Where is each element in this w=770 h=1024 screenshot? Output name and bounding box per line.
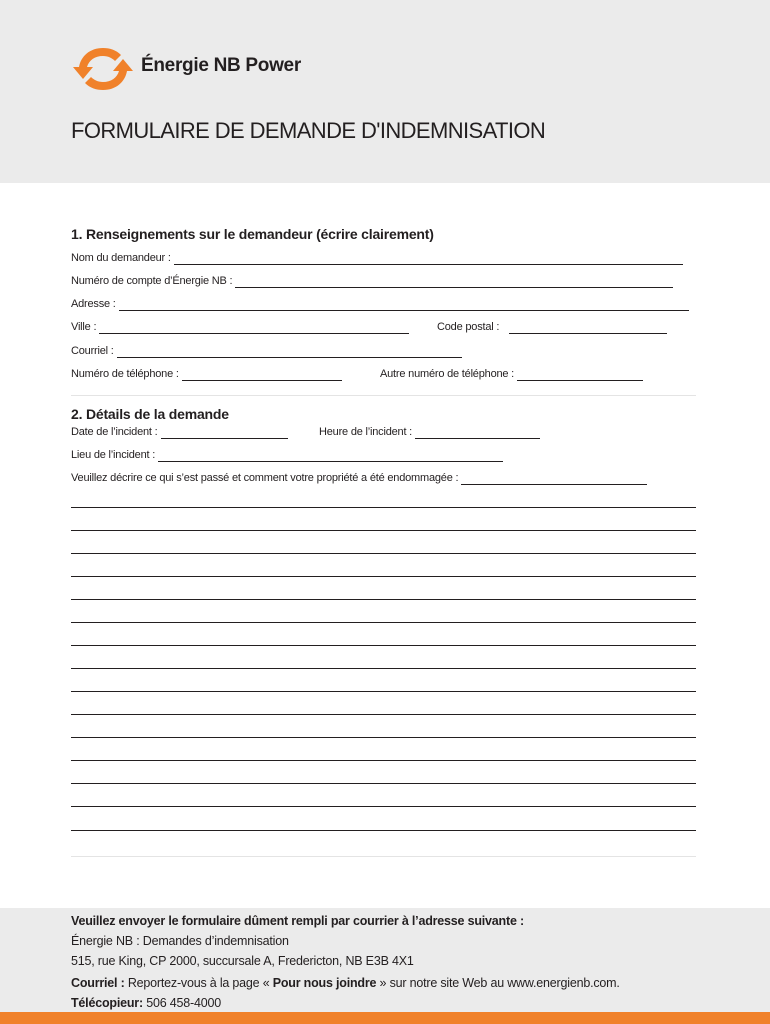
field-autre-telephone[interactable] bbox=[380, 367, 643, 381]
page-title: FORMULAIRE DE DEMANDE D'INDEMNISATION bbox=[71, 118, 546, 143]
section2-title: 2. Détails de la demande bbox=[71, 406, 229, 422]
description-line[interactable] bbox=[71, 691, 696, 692]
field-adresse[interactable] bbox=[71, 297, 689, 311]
description-line[interactable] bbox=[71, 737, 696, 738]
field-date-label: Date de l’incident : bbox=[71, 426, 158, 438]
field-adresse-label: Adresse : bbox=[71, 298, 116, 310]
description-line[interactable] bbox=[71, 530, 696, 531]
field-telephone-label: Numéro de téléphone : bbox=[71, 368, 179, 380]
field-code-postal[interactable] bbox=[437, 320, 667, 334]
field-courriel[interactable] bbox=[71, 344, 462, 358]
description-line[interactable] bbox=[71, 806, 696, 807]
description-line[interactable] bbox=[71, 830, 696, 831]
description-line[interactable] bbox=[71, 507, 696, 508]
footer-courriel-label: Courriel : bbox=[71, 976, 125, 990]
field-nom-label: Nom du demandeur : bbox=[71, 252, 171, 264]
description-line[interactable] bbox=[71, 576, 696, 577]
footer-address-line2: 515, rue King, CP 2000, succursale A, Fredericton, NB E3B 4X1 bbox=[71, 954, 414, 968]
brand-name: Énergie NB Power bbox=[141, 55, 301, 76]
footer-fax-value: 506 458-4000 bbox=[142, 996, 221, 1010]
energie-nb-logo-icon bbox=[72, 45, 134, 93]
footer-instruction: Veuillez envoyer le formulaire dûment rempli par courrier à l’adresse suivante : bbox=[71, 914, 524, 928]
field-lieu-line[interactable] bbox=[158, 452, 503, 462]
footer-courriel-text2: » sur notre site Web au www.energienb.com. bbox=[376, 976, 620, 990]
section-divider bbox=[71, 856, 696, 857]
description-line[interactable] bbox=[71, 668, 696, 669]
description-line[interactable] bbox=[71, 645, 696, 646]
field-heure-line[interactable] bbox=[415, 429, 540, 439]
field-adresse-line[interactable] bbox=[119, 301, 689, 311]
field-compte-line[interactable] bbox=[235, 278, 673, 288]
field-compte-label: Numéro de compte d’Énergie NB : bbox=[71, 275, 233, 287]
footer-contact-link[interactable]: Pour nous joindre bbox=[272, 976, 377, 990]
field-telephone-line[interactable] bbox=[182, 371, 342, 381]
field-ville-line[interactable] bbox=[99, 324, 409, 334]
field-heure-label: Heure de l’incident : bbox=[319, 426, 413, 438]
field-courriel-label: Courriel : bbox=[71, 345, 114, 357]
description-line[interactable] bbox=[71, 599, 696, 600]
field-date[interactable] bbox=[71, 425, 288, 439]
description-line[interactable] bbox=[71, 760, 696, 761]
footer-fax bbox=[71, 996, 221, 1010]
section1-title: 1. Renseignements sur le demandeur (écrire clairement) bbox=[71, 226, 434, 242]
footer-courriel bbox=[71, 976, 620, 990]
field-ville[interactable] bbox=[71, 320, 409, 334]
field-description[interactable] bbox=[71, 471, 647, 485]
description-line[interactable] bbox=[71, 783, 696, 784]
field-description-line[interactable] bbox=[461, 475, 647, 485]
field-telephone[interactable] bbox=[71, 367, 342, 381]
field-code-postal-line[interactable] bbox=[509, 324, 667, 334]
field-date-line[interactable] bbox=[161, 429, 288, 439]
field-description-label: Veuillez décrire ce qui s’est passé et comment votre propriété a été endommagée : bbox=[71, 472, 459, 484]
footer-courriel-text1: Reportez-vous à la page « bbox=[124, 976, 273, 990]
field-heure[interactable] bbox=[319, 425, 540, 439]
field-compte[interactable] bbox=[71, 274, 673, 288]
description-line[interactable] bbox=[71, 714, 696, 715]
description-line[interactable] bbox=[71, 622, 696, 623]
field-lieu[interactable] bbox=[71, 448, 503, 462]
footer-address-line1: Énergie NB : Demandes d’indemnisation bbox=[71, 934, 289, 948]
footer-fax-label: Télécopieur: bbox=[71, 996, 143, 1010]
field-courriel-line[interactable] bbox=[117, 348, 462, 358]
field-ville-label: Ville : bbox=[71, 321, 97, 333]
field-code-postal-label: Code postal : bbox=[437, 321, 500, 333]
header-band bbox=[0, 0, 770, 183]
field-autre-telephone-label: Autre numéro de téléphone : bbox=[380, 368, 515, 380]
field-nom[interactable] bbox=[71, 251, 683, 265]
field-nom-line[interactable] bbox=[174, 255, 683, 265]
field-lieu-label: Lieu de l’incident : bbox=[71, 449, 156, 461]
footer-band bbox=[0, 908, 770, 1014]
field-autre-telephone-line[interactable] bbox=[517, 371, 643, 381]
description-line[interactable] bbox=[71, 553, 696, 554]
section-divider bbox=[71, 395, 696, 396]
footer-accent-stripe bbox=[0, 1012, 770, 1024]
